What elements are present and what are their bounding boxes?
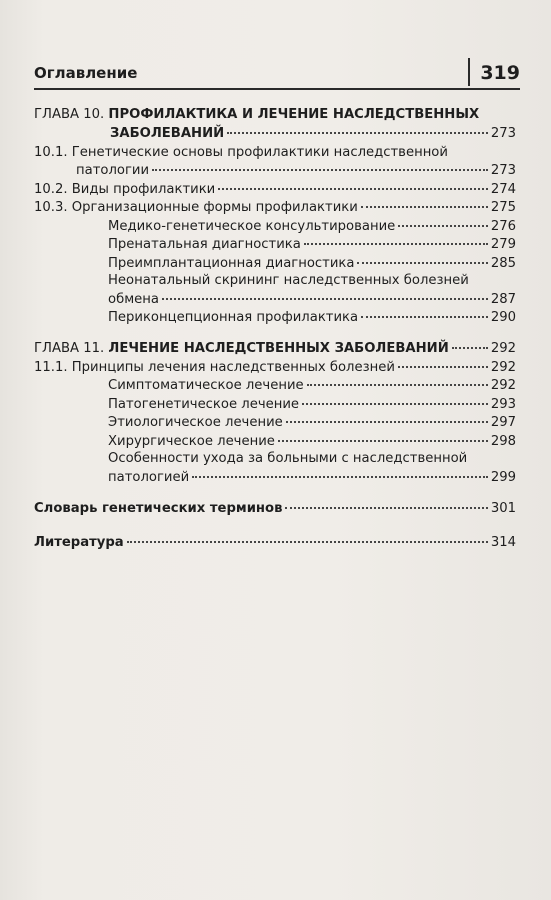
- leader-dots: [361, 206, 488, 208]
- leader-dots: [304, 243, 488, 245]
- chapter-11-page: 292: [490, 341, 516, 356]
- literature-page: 314: [490, 535, 516, 550]
- toc-subitem: [108, 255, 516, 273]
- toc-subitem-label: Этиологическое лечение: [108, 415, 283, 430]
- section-10-1-line2: патологии: [76, 163, 150, 178]
- leader-dots: [227, 132, 488, 134]
- leader-dots: [307, 384, 488, 386]
- section-10-3-entry: [34, 199, 516, 217]
- toc-subitem-label: Пренатальная диагностика: [108, 237, 301, 252]
- header-title: Оглавление: [34, 64, 138, 82]
- toc-subitem: [108, 309, 516, 327]
- chapter-11-heading: [34, 340, 449, 358]
- toc-subitem-label: Преимплантационная диагностика: [108, 256, 355, 271]
- toc-subitem-label: Хирургическое лечение: [108, 434, 275, 449]
- toc-subitem-label: Периконцепционная профилактика: [108, 310, 359, 325]
- section-10-2-page: 274: [490, 182, 516, 197]
- toc-subitem-label-line1: Неонатальный скрининг наследственных болезней: [108, 273, 469, 288]
- section-11-1-entry: [34, 359, 516, 377]
- leader-dots: [162, 298, 488, 300]
- chapter-10-page: 273: [490, 126, 516, 141]
- toc-subitem-page: 290: [490, 310, 516, 325]
- toc-subitem-page: 297: [490, 415, 516, 430]
- toc-subitem: [108, 469, 516, 487]
- leader-dots: [152, 169, 488, 171]
- leader-dots: [452, 347, 488, 349]
- section-10-1-line1: 10.1. Генетические основы профилактики наследственной: [34, 145, 448, 160]
- leader-dots: [357, 262, 487, 264]
- leader-dots: [286, 421, 488, 423]
- literature-entry: [34, 534, 516, 552]
- section-10-3-title: 10.3. Организационные формы профилактики: [34, 200, 358, 215]
- toc-subitem-page: 279: [490, 237, 516, 252]
- toc-subitem-label-line1: Особенности ухода за больными с наследственной: [108, 451, 468, 466]
- toc-subitem-page: 292: [490, 378, 516, 393]
- toc-subitem-page: 276: [490, 219, 516, 234]
- toc-subitem-page: 299: [490, 470, 516, 485]
- leader-dots: [218, 188, 488, 190]
- toc-subitem-page: 287: [490, 292, 516, 307]
- chapter-10-prefix: ГЛАВА 10.: [34, 107, 109, 122]
- section-10-3-page: 275: [490, 200, 516, 215]
- toc-subitem-label: патологией: [108, 470, 190, 485]
- leader-dots: [192, 476, 488, 478]
- chapter-10-title-line1: ПРОФИЛАКТИКА И ЛЕЧЕНИЕ НАСЛЕДСТВЕННЫХ: [108, 107, 480, 122]
- chapter-10-heading: [34, 106, 479, 124]
- section-11-1-page: 292: [490, 360, 516, 375]
- section-10-2-title: 10.2. Виды профилактики: [34, 182, 216, 197]
- glossary-page: 301: [490, 501, 516, 516]
- leader-dots: [127, 541, 488, 543]
- toc-subitem-page: 285: [490, 256, 516, 271]
- header-page-number: 319: [468, 58, 520, 86]
- leader-dots: [278, 440, 488, 442]
- toc-subitem-page: 298: [490, 434, 516, 449]
- toc-subitem: [108, 291, 516, 309]
- toc-subitem: [108, 377, 516, 395]
- glossary-entry: [34, 500, 516, 518]
- leader-dots: [302, 403, 488, 405]
- toc-subitem-label: Симптоматическое лечение: [108, 378, 304, 393]
- section-10-2-entry: [34, 181, 516, 199]
- toc-subitem-label: Медико-генетическое консультирование: [108, 219, 396, 234]
- section-11-1-title: 11.1. Принципы лечения наследственных болезней: [34, 360, 395, 375]
- glossary-title: Словарь генетических терминов: [34, 501, 283, 516]
- toc-subitem: [108, 218, 516, 236]
- toc-subitem: [108, 433, 516, 451]
- leader-dots: [285, 507, 487, 509]
- literature-title: Литература: [34, 535, 124, 550]
- toc-subitem: [108, 414, 516, 432]
- chapter-10-entry: [110, 125, 516, 143]
- toc-subitem: [108, 396, 516, 414]
- toc-subitem-page: 293: [490, 397, 516, 412]
- chapter-10-title-line2: ЗАБОЛЕВАНИЙ: [110, 126, 225, 141]
- leader-dots: [398, 225, 488, 227]
- leader-dots: [398, 366, 488, 368]
- section-10-1-entry: [76, 162, 516, 180]
- chapter-11-entry: [34, 340, 516, 358]
- chapter-11-prefix: ГЛАВА 11.: [34, 341, 109, 356]
- running-header: [34, 60, 520, 90]
- toc-subitem-label: обмена: [108, 292, 159, 307]
- leader-dots: [361, 316, 488, 318]
- section-10-1-page: 273: [490, 163, 516, 178]
- chapter-11-title: ЛЕЧЕНИЕ НАСЛЕДСТВЕННЫХ ЗАБОЛЕВАНИЙ: [108, 341, 449, 356]
- toc-subitem-label: Патогенетическое лечение: [108, 397, 300, 412]
- toc-subitem: [108, 236, 516, 254]
